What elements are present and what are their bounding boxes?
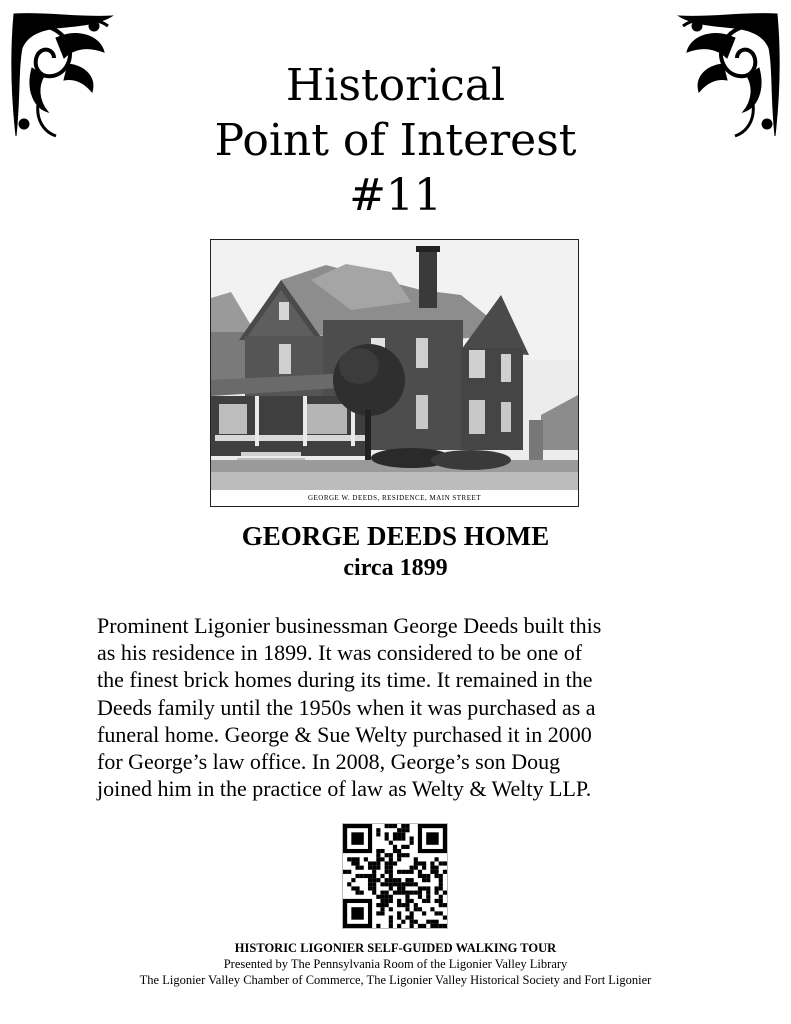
house-illustration [211, 240, 578, 490]
title-line-2: Point of Interest [214, 115, 577, 166]
description [97, 612, 717, 802]
qr-code-icon[interactable] [342, 823, 448, 929]
footer [0, 940, 791, 988]
description-line: for George’s law office. In 2008, George’s son Doug [97, 749, 561, 775]
place-heading: GEORGE DEEDS HOME [241, 521, 550, 551]
title-line-1: Historical [285, 60, 506, 111]
place-date: circa 1899 [343, 555, 448, 581]
historic-photo [210, 239, 579, 507]
footer-presented-by: Presented by The Pennsylvania Room of the Ligonier Valley Library [223, 957, 568, 971]
footer-sponsors: The Ligonier Valley Chamber of Commerce, The Ligonier Valley Historical Society and Fort Ligonier [139, 973, 652, 987]
qr-code-graphic [343, 824, 447, 928]
description-line: Prominent Ligonier businessman George Deeds built this [97, 613, 602, 638]
description-line: the finest brick homes during its time. It remained in the [97, 667, 593, 693]
description-line: as his residence in 1899. It was considered to be one of [97, 640, 583, 666]
photo-caption: GEORGE W. DEEDS, RESIDENCE, MAIN STREET [307, 494, 482, 502]
footer-tour-title: HISTORIC LIGONIER SELF-GUIDED WALKING TOUR [234, 941, 557, 955]
title-line-3: #11 [349, 170, 442, 221]
page-title [0, 58, 791, 223]
description-line: joined him in the practice of law as Welty & Welty LLP. [97, 776, 592, 802]
description-line: funeral home. George & Sue Welty purchased it in 2000 [97, 721, 592, 747]
description-line: Deeds family until the 1950s when it was purchased as a [97, 694, 596, 720]
